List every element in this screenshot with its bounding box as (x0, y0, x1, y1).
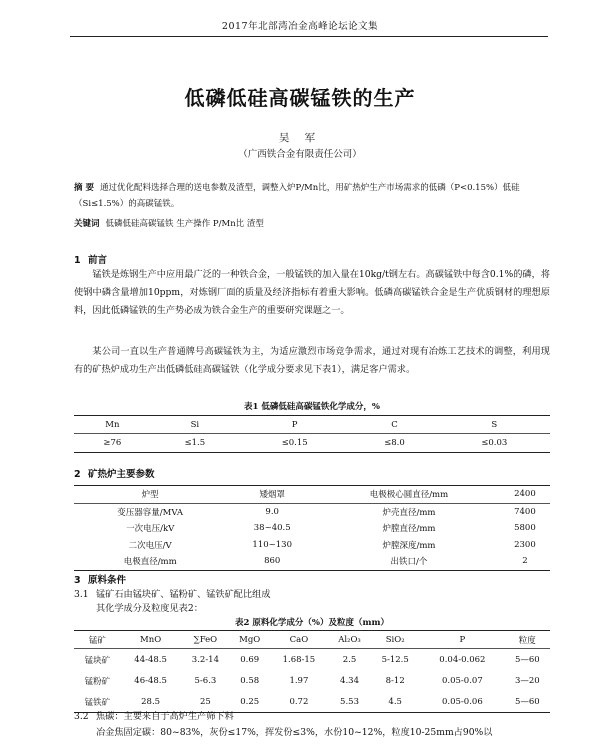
table-cell: 0.05-0.07 (442, 675, 483, 686)
section-number: 2 (74, 469, 81, 480)
affiliation: （广西铁合金有限责任公司） (238, 149, 362, 160)
table-cell: 2 (522, 556, 528, 567)
table-cell: 锰块矿 (84, 655, 111, 666)
subsection-3-1-heading (74, 586, 271, 600)
table-cell: 2.5 (342, 654, 357, 665)
table-cell: ≤0.15 (281, 438, 308, 448)
table-cell: 锰粉矿 (84, 676, 111, 687)
table-row (74, 434, 550, 453)
table-cell: 炉膛直径/mm (382, 524, 436, 535)
table-cell: 5-12.5 (381, 654, 409, 665)
col-header: ∑FeO (180, 631, 230, 649)
table-cell: 3—20 (514, 675, 540, 686)
table-cell: 110~130 (252, 539, 292, 550)
col-header: 粒度 (505, 631, 550, 649)
table-cell: 0.05-0.06 (442, 696, 483, 707)
table-cell: 28.5 (141, 696, 161, 707)
header-rule (70, 36, 548, 37)
table-row (74, 537, 550, 554)
table-1-caption: 表1 低磷低硅高碳锰铁化学成分，% (244, 402, 380, 412)
table-cell: 1.97 (289, 675, 309, 686)
section-number: 3 (74, 575, 81, 586)
furnace-parameters-table (74, 485, 550, 571)
table-row (74, 553, 550, 570)
col-header: MgO (230, 631, 269, 649)
table-cell: 0.04-0.062 (439, 654, 486, 665)
table-cell: 860 (264, 556, 281, 567)
keywords-label: 关键词 (74, 219, 100, 229)
table-cell: 5.53 (340, 696, 359, 707)
keywords (74, 216, 550, 232)
table-cell: 1.68-15 (282, 654, 316, 665)
table-row (74, 670, 550, 691)
table-cell: 5800 (514, 523, 536, 534)
table-cell: 0.58 (240, 675, 260, 686)
abstract-block (74, 180, 550, 232)
table-row (74, 649, 550, 671)
table-cell: 4.34 (340, 675, 359, 686)
table-cell: 9.0 (265, 506, 279, 517)
table-cell: 二次电压/V (128, 540, 172, 551)
table-cell: 0.72 (289, 696, 309, 707)
table-cell: 2300 (514, 539, 536, 550)
col-header: CaO (269, 631, 329, 649)
table-cell: 38~40.5 (253, 523, 291, 534)
table-header-row (74, 631, 550, 649)
table-cell: ≤1.5 (184, 438, 206, 448)
col-header: Mn (74, 416, 151, 434)
section-3-heading (74, 572, 126, 586)
table-cell: 3.2-14 (191, 654, 220, 665)
table-cell: 5-6.3 (194, 675, 217, 686)
table-cell: 44-48.5 (134, 654, 167, 665)
table-cell: 8-12 (385, 675, 405, 686)
table-row (74, 520, 550, 537)
intro-paragraph-2: 某公司一直以生产普通牌号高碳锰铁为主，为适应激烈市场竞争需求，通过对现有冶炼工艺技术的调整，利用现有的矿热炉成功生产出低磷低硅高碳锰铁（化学成分要求见下表1），满足客户需求。 (74, 346, 550, 375)
table-cell: 46-48.5 (134, 675, 167, 686)
table-cell: 电极极心圆直径/mm (369, 490, 449, 501)
table-cell: 炉膛深度/mm (382, 540, 436, 551)
table-2-caption: 表2 原料化学成分（%）及粒度（mm） (235, 618, 389, 628)
col-header: P (420, 631, 505, 649)
table-cell: 5—60 (514, 654, 540, 665)
table-header-row (74, 416, 550, 434)
section-1-heading (74, 252, 107, 266)
table-cell: ≤0.03 (481, 438, 508, 448)
table-cell: ≥76 (103, 438, 122, 448)
section-title: 矿热炉主要参数 (88, 469, 155, 480)
col-header: MnO (121, 631, 181, 649)
subsection-3-2-text: 冶金焦固定碳：80~83%，灰份≤17%，挥发份≤3%，水份10~12%，粒度10-25mm占90%以 (96, 727, 493, 738)
table-cell: 一次电压/kV (126, 524, 175, 535)
table-cell: 出铁口/个 (390, 557, 428, 568)
table-cell: 炉型 (141, 490, 159, 501)
subsection-3-2-heading (74, 708, 234, 722)
section-2-heading (74, 466, 155, 480)
table-row (74, 503, 550, 520)
author: 吴 军 (278, 132, 322, 144)
table-cell: 2400 (514, 489, 536, 500)
subsection-number: 3.1 (74, 589, 89, 600)
col-header: P (239, 416, 350, 434)
table-cell: 5—60 (514, 696, 540, 707)
subsection-title: 焦碳：主要来自于高炉生产筛下料 (96, 711, 234, 722)
table-cell: 电极直径/mm (123, 557, 177, 568)
intro-paragraph-1: 锰铁是炼钢生产中应用最广泛的一种铁合金，一般锰铁的加入量在10kg/t钢左右。高碳锰铁中每含0.1%的磷，将使钢中磷含量增加10ppm，对炼钢厂面的质量及经济指标有着重大影响。低磷高碳锰铁合金是生产优质钢材的理想原料，因此低磷锰铁的生产势必成为铁合金生产的重要研究课题之一。 (74, 269, 550, 316)
section-title: 原料条件 (88, 575, 127, 586)
table-cell: 0.25 (240, 696, 260, 707)
table-cell: 25 (200, 696, 211, 707)
paper-title: 低磷低硅高碳锰铁的生产 (184, 86, 416, 110)
abstract-text: 通过优化配料选择合理的送电参数及渣型，调整入炉P/Mn比，用矿热炉生产市场需求的低磷（P<0.15%）低硅（Si≤1.5%）的高碳锰铁。 (74, 183, 520, 209)
table-cell: ≤8.0 (384, 438, 405, 448)
table-2 (74, 630, 550, 713)
col-header: Al₂O₃ (329, 631, 370, 649)
col-header: 锰矿 (74, 631, 121, 649)
abstract (74, 180, 550, 212)
abstract-label: 摘 要 (74, 183, 94, 193)
section-title: 前言 (88, 255, 108, 266)
table-cell: 7400 (514, 506, 536, 517)
running-header: 2017年北部湾冶金高峰论坛论文集 (221, 21, 379, 32)
table-cell: 锰铁矿 (84, 697, 111, 708)
subsection-title: 锰矿石由锰块矿、锰粉矿、锰铁矿配比组成 (96, 589, 271, 600)
subsection-number: 3.2 (74, 711, 89, 722)
table-cell: 4.5 (388, 696, 402, 707)
table-cell: 变压器容量/MVA (117, 507, 184, 518)
table-1 (74, 415, 550, 453)
table-cell: 0.69 (240, 654, 260, 665)
col-header: SiO₂ (370, 631, 420, 649)
keywords-text: 低磷低硅高碳锰铁 生产操作 P/Mn比 渣型 (105, 219, 264, 229)
col-header: S (439, 416, 550, 434)
section-number: 1 (74, 255, 81, 266)
table-cell: 矮烟罩 (259, 490, 285, 501)
table-cell: 炉壳直径/mm (382, 507, 436, 518)
col-header: Si (151, 416, 239, 434)
table-row (74, 486, 550, 504)
col-header: C (350, 416, 438, 434)
subsection-3-1-text: 其化学成分及粒度见表2： (96, 603, 203, 614)
